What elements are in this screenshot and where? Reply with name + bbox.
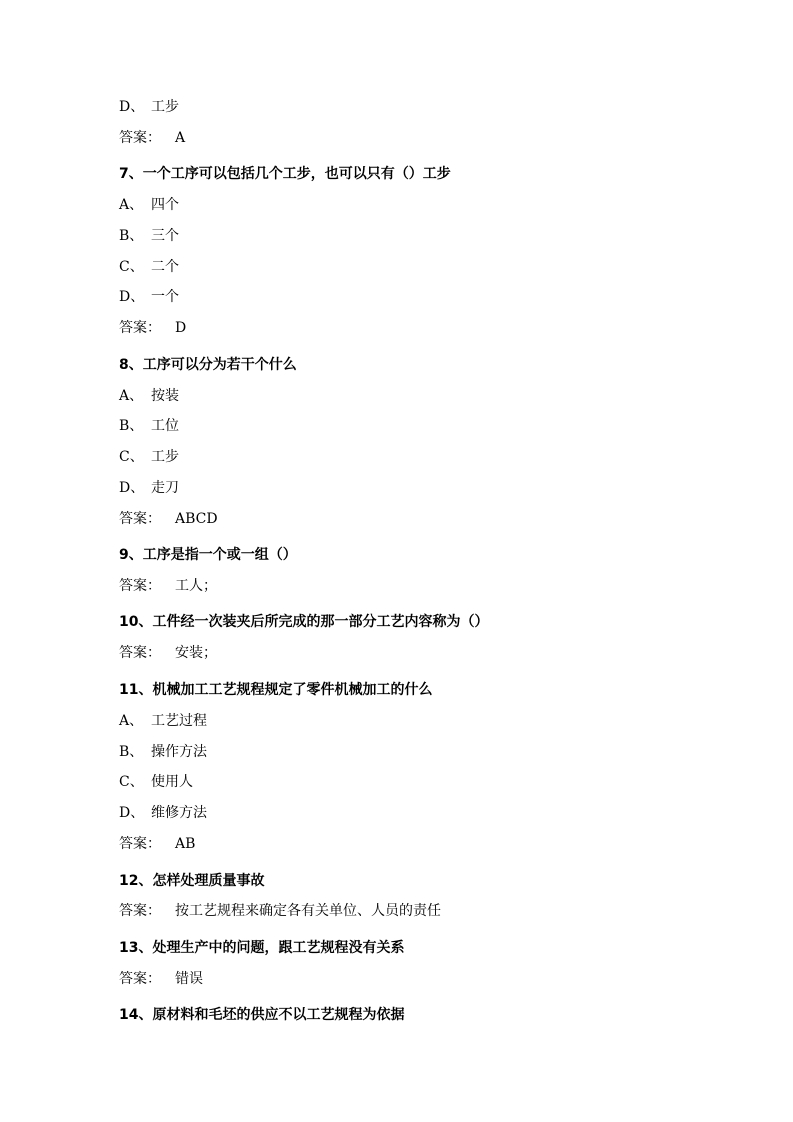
option-letter: A、 (119, 713, 144, 729)
answer-text: 安装； (175, 645, 217, 661)
option-text: 走刀 (151, 480, 179, 496)
answer-line (119, 576, 217, 596)
option-letter: C、 (119, 774, 144, 790)
answer-line (119, 643, 217, 663)
option-line (119, 226, 179, 246)
option-letter: C、 (119, 449, 144, 465)
option-text: 操作方法 (151, 744, 207, 760)
question-heading: 12、怎样处理质量事故 (119, 873, 265, 889)
answer-line (119, 834, 195, 854)
option-letter: A、 (119, 388, 144, 404)
answer-label: 答案： (119, 836, 161, 852)
option-text: 一个 (151, 289, 179, 305)
option-letter: D、 (119, 480, 145, 496)
answer-label: 答案： (119, 971, 161, 987)
answer-text: 工人； (175, 578, 217, 594)
option-text: 三个 (151, 228, 179, 244)
answer-label: 答案： (119, 130, 161, 146)
option-line (119, 772, 193, 792)
option-line (119, 447, 179, 467)
answer-label: 答案： (119, 645, 161, 661)
answer-label: 答案： (119, 578, 161, 594)
option-letter: B、 (119, 418, 144, 434)
option-line (119, 287, 179, 307)
answer-line (119, 318, 186, 338)
option-letter: C、 (119, 259, 144, 275)
option-line (119, 478, 179, 498)
answer-line (119, 969, 203, 989)
option-text: 工艺过程 (151, 713, 207, 729)
option-text: 四个 (151, 197, 179, 213)
option-letter: D、 (119, 289, 145, 305)
question-heading: 9、工序是指一个或一组（） (119, 547, 297, 563)
question-heading: 8、工序可以分为若干个什么 (119, 357, 297, 373)
answer-text: 按工艺规程来确定各有关单位、人员的责任 (175, 903, 441, 919)
option-line (119, 742, 207, 762)
option-text: 工步 (151, 99, 179, 115)
answer-text: ABCD (175, 511, 218, 527)
option-line (119, 416, 179, 436)
option-letter: D、 (119, 805, 145, 821)
question-heading: 7、一个工序可以包括几个工步，也可以只有（）工步 (119, 166, 451, 182)
answer-label: 答案： (119, 511, 161, 527)
question-heading: 11、机械加工工艺规程规定了零件机械加工的什么 (119, 682, 433, 698)
option-text: 工位 (151, 418, 179, 434)
option-line (119, 97, 179, 117)
question-heading: 14、原材料和毛坯的供应不以工艺规程为依据 (119, 1007, 405, 1023)
option-text: 维修方法 (151, 805, 207, 821)
answer-label: 答案： (119, 903, 161, 919)
option-text: 工步 (151, 449, 179, 465)
option-letter: B、 (119, 744, 144, 760)
answer-line (119, 901, 441, 921)
answer-text: A (175, 130, 186, 146)
option-text: 二个 (151, 259, 179, 275)
option-text: 使用人 (151, 774, 193, 790)
answer-text: 错误 (175, 971, 203, 987)
option-line (119, 803, 207, 823)
option-letter: D、 (119, 99, 145, 115)
option-letter: A、 (119, 197, 144, 213)
option-line (119, 386, 179, 406)
answer-text: D (175, 320, 187, 336)
answer-label: 答案： (119, 320, 161, 336)
question-heading: 13、处理生产中的问题，跟工艺规程没有关系 (119, 940, 405, 956)
option-line (119, 195, 179, 215)
answer-line (119, 509, 218, 529)
answer-text: AB (175, 836, 196, 852)
question-heading: 10、工件经一次装夹后所完成的那一部分工艺内容称为（） (119, 614, 489, 630)
option-letter: B、 (119, 228, 144, 244)
option-text: 按装 (151, 388, 179, 404)
option-line (119, 711, 207, 731)
option-line (119, 257, 179, 277)
answer-line (119, 128, 185, 148)
